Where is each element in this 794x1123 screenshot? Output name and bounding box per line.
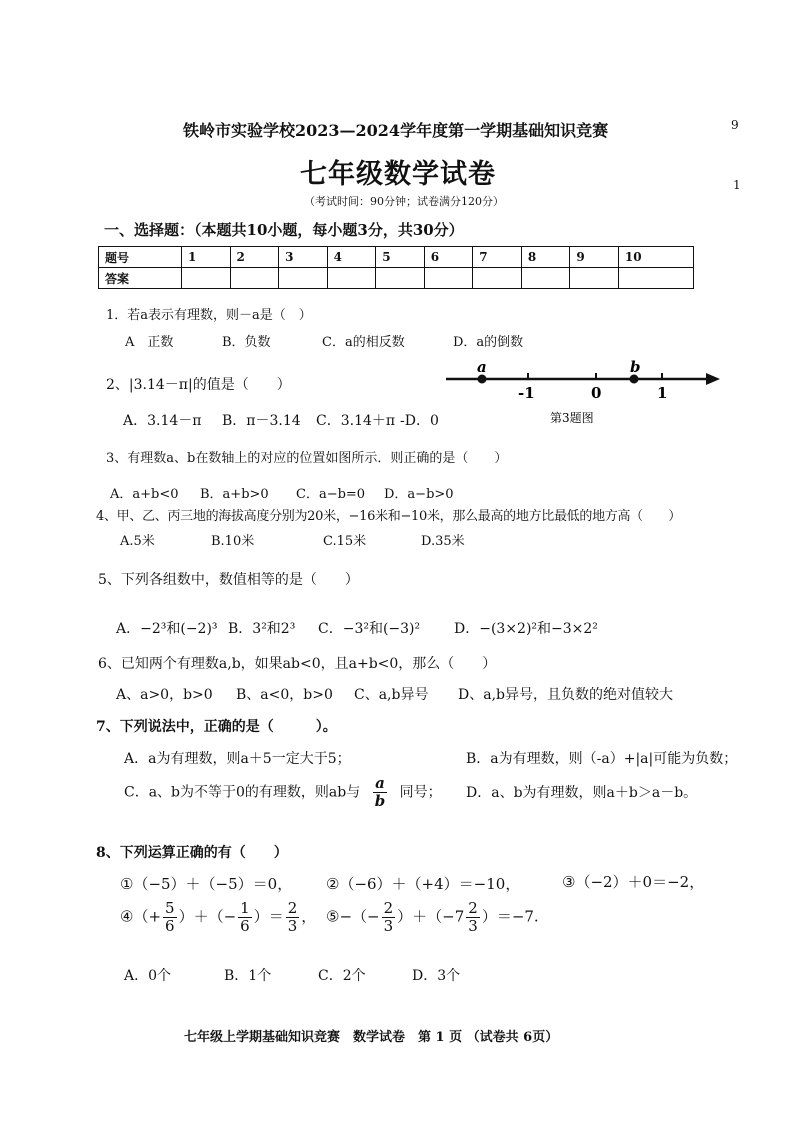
fraction-denominator: 6 <box>240 917 250 935</box>
q4-option-d: D.35米 <box>421 534 465 549</box>
answer-cell[interactable] <box>182 268 231 289</box>
expr-text: ）＋（−7 <box>397 907 465 926</box>
figure-caption: 第3题图 <box>550 411 594 425</box>
expr-text: ）＝−7. <box>481 907 539 926</box>
answer-cell[interactable] <box>376 268 425 289</box>
expr-text: ）＝ <box>253 907 284 926</box>
table-cell: 4 <box>327 247 376 268</box>
q7-option-c-text-end: 同号； <box>399 784 442 801</box>
q1-option-b: B．负数 <box>222 335 271 350</box>
question-6-stem: 6、已知两个有理数a,b，如果ab<0，且a+b<0，那么（ ） <box>98 656 497 672</box>
fraction-denominator: 6 <box>165 917 175 935</box>
expr-text: ）＋（− <box>178 907 237 926</box>
question-4-stem: 4、甲、乙、丙三地的海拔高度分别为20米，−16米和−10米，那么最高的地方比最低的地方高（ ） <box>96 509 681 524</box>
question-1-stem: 1．若a表示有理数，则－a是（ ） <box>106 308 312 323</box>
q2-option-b: B．π－3.14 <box>222 413 301 429</box>
q8-item-1: ①（−5）＋（−5）＝0， <box>120 875 293 893</box>
exam-info: （考试时间：90分钟；试卷满分120分） <box>304 195 504 208</box>
answer-cell[interactable] <box>327 268 376 289</box>
table-cell: 题号 <box>99 247 182 268</box>
q6-option-c: C、a,b异号 <box>354 687 429 703</box>
q2-option-d: -D．0 <box>400 413 439 429</box>
q7-option-c-text: C．a、b为不等于0的有理数，则ab与 <box>124 784 361 801</box>
q5-option-a: A．−2³和(−2)³ <box>116 621 218 637</box>
answer-table <box>98 246 694 289</box>
q2-option-c: C．3.14＋π <box>316 413 396 429</box>
fraction-denominator: 3 <box>383 917 394 935</box>
expr-text: ⑤−（− <box>326 907 380 926</box>
q4-option-a: A.5米 <box>120 534 155 549</box>
margin-mark: 1 <box>733 178 741 192</box>
fraction-numerator: 2 <box>468 899 478 917</box>
answer-table-answer-row <box>99 268 694 289</box>
fraction <box>382 901 396 934</box>
expr-text: ， <box>301 907 317 926</box>
fraction-a-over-b <box>373 776 388 809</box>
q5-option-c: C．−3²和(−3)² <box>318 621 421 637</box>
answer-cell[interactable] <box>473 268 522 289</box>
q8-option-d: D．3个 <box>412 968 461 984</box>
q3-option-d: D．a−b>0 <box>384 487 454 502</box>
answer-cell[interactable] <box>279 268 328 289</box>
q4-option-c: C.15米 <box>323 534 367 549</box>
question-7-stem: 7、下列说法中，正确的是（ ）。 <box>96 719 337 735</box>
table-cell: 1 <box>182 247 231 268</box>
fraction-denominator: b <box>374 792 386 810</box>
fraction-denominator: 3 <box>468 917 478 935</box>
fraction-numerator: 2 <box>383 899 394 917</box>
table-cell: 6 <box>424 247 473 268</box>
expr-text: ④（+ <box>120 907 162 926</box>
q2-option-a: A．3.14－π <box>123 413 202 429</box>
q1-option-d: D．a的倒数 <box>453 335 524 350</box>
answer-table-header-row <box>99 247 694 268</box>
q5-option-b: B．3²和2³ <box>228 621 296 637</box>
table-cell: 9 <box>570 247 619 268</box>
table-cell: 答案 <box>99 268 182 289</box>
q8-option-c: C．2个 <box>318 968 366 984</box>
q6-option-b: B、a<0，b>0 <box>236 687 333 703</box>
tick-label: -1 <box>518 384 535 402</box>
fraction <box>286 901 300 934</box>
table-cell: 5 <box>376 247 425 268</box>
table-cell: 8 <box>521 247 570 268</box>
number-line-figure <box>444 360 724 430</box>
question-2-stem: 2、|3.14－π|的值是（ ） <box>106 377 291 393</box>
fraction-numerator: 1 <box>240 899 250 917</box>
page-footer: 七年级上学期基础知识竞赛 数学试卷 第 1 页 （试卷共 6页） <box>184 1030 559 1045</box>
q7-option-d: D．a、b为有理数，则a＋b＞a－b。 <box>466 785 698 801</box>
school-title: 铁岭市实验学校2023—2024学年度第一学期基础知识竞赛 <box>183 121 609 140</box>
q8-item-3: ③（−2）＋0＝−2， <box>562 873 705 891</box>
tick-label: 1 <box>657 384 668 402</box>
tick-label: 0 <box>591 384 602 402</box>
answer-cell[interactable] <box>521 268 570 289</box>
q8-option-a: A．0个 <box>124 968 172 984</box>
q1-option-c: C．a的相反数 <box>322 335 405 350</box>
q8-item-4 <box>120 901 316 934</box>
fraction-numerator: a <box>373 776 388 793</box>
q6-option-a: A、a>0，b>0 <box>116 687 213 703</box>
table-cell: 2 <box>230 247 279 268</box>
question-3-stem: 3、有理数a、b在数轴上的对应的位置如图所示．则正确的是（ ） <box>106 451 508 466</box>
fraction <box>163 901 177 934</box>
exam-title: 七年级数学试卷 <box>300 159 496 190</box>
table-cell: 10 <box>618 247 693 268</box>
q6-option-d: D、a,b异号，且负数的绝对值较大 <box>458 687 673 703</box>
answer-cell[interactable] <box>618 268 693 289</box>
table-cell: 3 <box>279 247 328 268</box>
fraction-numerator: 2 <box>287 899 298 917</box>
point-a-label: a <box>477 360 487 376</box>
answer-cell[interactable] <box>230 268 279 289</box>
q7-option-a: A．a为有理数，则a＋5一定大于5； <box>124 751 351 767</box>
q3-option-c: C．a−b=0 <box>296 487 366 502</box>
table-cell: 7 <box>473 247 522 268</box>
fraction-denominator: 3 <box>287 917 298 935</box>
answer-cell[interactable] <box>424 268 473 289</box>
q1-option-a: A 正数 <box>125 335 174 350</box>
q7-option-b: B．a为有理数，则（-a）+|a|可能为负数； <box>466 751 738 767</box>
section-heading: 一、选择题：（本题共10小题，每小题3分，共30分） <box>104 221 464 239</box>
q3-option-a: A．a+b<0 <box>110 487 179 502</box>
q8-item-5 <box>326 901 539 934</box>
q5-option-d: D．−(3×2)²和−3×2² <box>454 621 598 637</box>
q3-option-b: B．a+b>0 <box>200 487 269 502</box>
q8-option-b: B．1个 <box>224 968 272 984</box>
question-5-stem: 5、下列各组数中，数值相等的是（ ） <box>98 572 359 588</box>
fraction-numerator: 5 <box>165 899 175 917</box>
margin-mark: 9 <box>731 118 739 132</box>
fraction <box>466 901 480 934</box>
point-b-label: b <box>630 360 641 376</box>
arrow-head-icon <box>706 373 720 385</box>
q8-item-2: ②（−6）＋（+4）＝−10， <box>326 875 521 893</box>
fraction <box>238 901 252 934</box>
q4-option-b: B.10米 <box>211 534 255 549</box>
answer-cell[interactable] <box>570 268 619 289</box>
q7-option-c <box>124 776 442 809</box>
question-8-stem: 8、下列运算正确的有（ ） <box>96 845 288 861</box>
